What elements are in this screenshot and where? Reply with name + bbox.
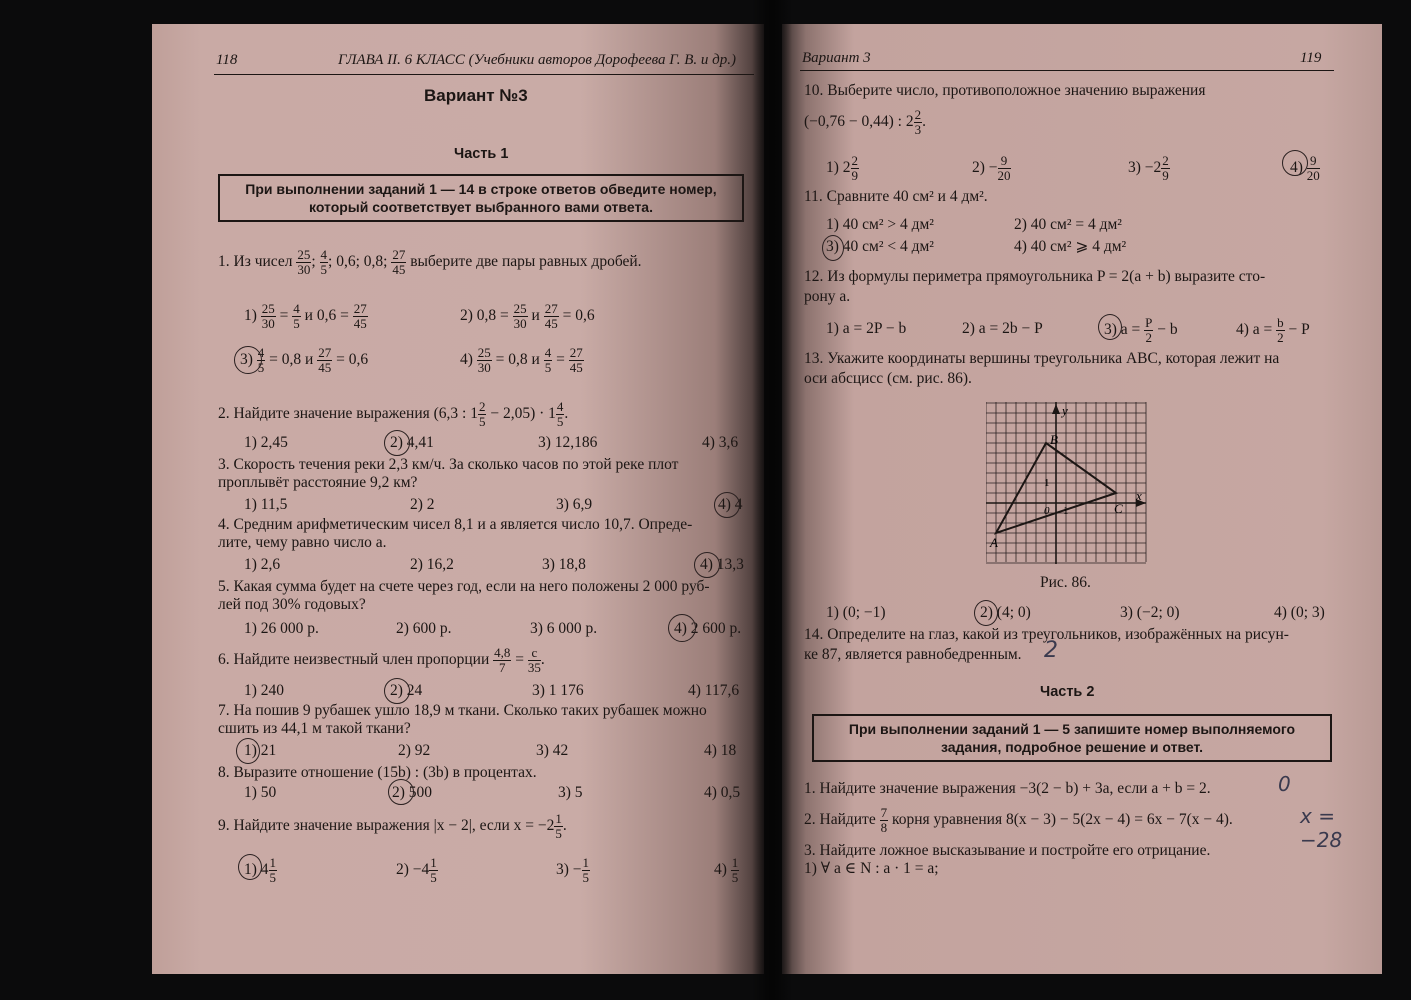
question-8: 8. Выразите отношение (15b) : (3b) в процентах. bbox=[218, 764, 537, 781]
answer-circle bbox=[694, 552, 720, 578]
answer-circle bbox=[236, 738, 260, 764]
q3-option-3: 3) 6,9 bbox=[556, 496, 593, 513]
handwritten-answer-p1: 0 bbox=[1278, 772, 1291, 796]
q11-option-1: 1) 40 см² > 4 дм² bbox=[826, 216, 934, 233]
label-c: C bbox=[1114, 501, 1123, 516]
q7-option-1: 1) 21 bbox=[244, 742, 277, 759]
q4-option-2: 2) 16,2 bbox=[410, 556, 454, 573]
q12-option-4: 4) a = $\frac{b}{2}$ − P bbox=[1236, 315, 1310, 345]
question-5-line2: лей под 30% годовых? bbox=[218, 596, 366, 613]
part2-task-3-item-1: 1) ∀ a ∈ N : a · 1 = a; bbox=[804, 860, 939, 877]
question-5-line1: 5. Какая сумма будет на счете через год, если на него положены 2 000 руб- bbox=[218, 578, 710, 595]
answer-circle bbox=[388, 779, 414, 805]
question-10-line1: 10. Выберите число, противоположное значению выражения bbox=[804, 82, 1206, 99]
q4-option-3: 3) 18,8 bbox=[542, 556, 586, 573]
y-axis-arrow bbox=[1052, 404, 1060, 414]
label-a: A bbox=[990, 535, 998, 550]
part2-task-1: 1. Найдите значение выражения −3(2 − b) + 3a, если a + b = 2. bbox=[804, 780, 1211, 797]
answer-circle bbox=[822, 235, 844, 261]
header-rule bbox=[800, 70, 1334, 71]
handwritten-answer-p2: x = −28 bbox=[1300, 804, 1343, 852]
question-6: 6. Найдите неизвестный член пропорции $\frac{4,8}{7}$ = $\frac{c}{35}$ . bbox=[218, 645, 545, 675]
question-14-line1: 14. Определите на глаз, какой из треугольников, изображённых на рисун- bbox=[804, 626, 1289, 643]
part2-title: Часть 2 bbox=[1040, 684, 1095, 700]
q8-option-4: 4) 0,5 bbox=[704, 784, 741, 801]
answer-circle bbox=[668, 614, 696, 642]
right-page bbox=[782, 24, 1382, 974]
q9-option-1: 1) 4 $\frac{1}{5}$ bbox=[244, 855, 277, 885]
q6-option-3: 3) 1 176 bbox=[532, 682, 584, 699]
answer-circle bbox=[974, 600, 998, 626]
fraction: $\frac{25}{30}$ bbox=[297, 247, 311, 277]
q4-option-1: 1) 2,6 bbox=[244, 556, 281, 573]
q5-option-4: 4) 2 600 р. bbox=[674, 620, 742, 637]
q13-option-1: 1) (0; −1) bbox=[826, 604, 886, 621]
q10-option-2: 2) − $\frac{9}{20}$ bbox=[972, 153, 1011, 183]
question-14-line2: ке 87, является равнобедренным. bbox=[804, 646, 1022, 663]
label-x: x bbox=[1136, 488, 1142, 503]
answer-circle bbox=[714, 492, 740, 518]
question-3-line1: 3. Скорость течения реки 2,3 км/ч. За сколько часов по этой реке плот bbox=[218, 456, 679, 473]
part2-task-2: 2. Найдите $\frac{7}{8}$ корня уравнения 8(x − 3) − 5(2x − 4) = 6x − 7(x − 4). bbox=[804, 805, 1233, 835]
question-3-line2: проплывёт расстояние 9,2 км? bbox=[218, 474, 418, 491]
answer-circle bbox=[234, 346, 262, 374]
running-header: ГЛАВА II. 6 КЛАСС (Учебники авторов Дорофеева Г. В. и др.) bbox=[338, 52, 736, 68]
question-12-line1: 12. Из формулы периметра прямоугольника P = 2(a + b) выразите сто- bbox=[804, 268, 1266, 285]
q3-option-1: 1) 11,5 bbox=[244, 496, 288, 513]
figure-caption: Рис. 86. bbox=[1040, 574, 1091, 591]
q3-option-4: 4) 4 bbox=[718, 496, 743, 513]
q13-option-2: 2) (4; 0) bbox=[980, 604, 1031, 621]
part-title: Часть 1 bbox=[454, 146, 509, 162]
q12-option-2: 2) a = 2b − P bbox=[962, 320, 1043, 337]
page-number: 119 bbox=[1300, 50, 1322, 66]
label-one-y: 1 bbox=[1044, 477, 1050, 489]
q5-option-3: 3) 6 000 р. bbox=[530, 620, 598, 637]
q2-option-2: 2) 4,41 bbox=[390, 434, 434, 451]
question-10-line2: (−0,76 − 0,44) : 2 $\frac{2}{3}$ . bbox=[804, 107, 926, 137]
coordinate-grid-figure bbox=[986, 402, 1148, 566]
q5-option-2: 2) 600 р. bbox=[396, 620, 452, 637]
q13-option-3: 3) (−2; 0) bbox=[1120, 604, 1180, 621]
q6-option-1: 1) 240 bbox=[244, 682, 285, 699]
label-b: B bbox=[1050, 432, 1058, 447]
q8-option-2: 2) 500 bbox=[392, 784, 433, 801]
q9-option-3: 3) − $\frac{1}{5}$ bbox=[556, 855, 590, 885]
answer-circle bbox=[238, 854, 262, 880]
q6-option-2: 2) 24 bbox=[390, 682, 423, 699]
label-zero: 0 bbox=[1044, 505, 1050, 517]
page-number: 118 bbox=[216, 52, 238, 68]
question-4-line1: 4. Средним арифметическим чисел 8,1 и a является число 10,7. Опреде- bbox=[218, 516, 693, 533]
q9-option-4: 4) $\frac{1}{5}$ bbox=[714, 855, 739, 885]
question-13-line2: оси абсцисс (см. рис. 86). bbox=[804, 370, 972, 387]
running-header: Вариант 3 bbox=[802, 50, 871, 66]
book-spine-shadow bbox=[752, 0, 792, 1000]
q5-option-1: 1) 26 000 р. bbox=[244, 620, 319, 637]
q11-option-2: 2) 40 см² = 4 дм² bbox=[1014, 216, 1122, 233]
q12-option-3: 3) a = $\frac{P}{2}$ − b bbox=[1104, 315, 1178, 345]
answer-circle bbox=[1098, 314, 1122, 340]
q1-option-3: 3) $\frac{4}{5}$ = 0,8 и $\frac{27}{45}$ = 0,6 bbox=[240, 345, 369, 375]
q6-option-4: 4) 117,6 bbox=[688, 682, 740, 699]
question-7-line1: 7. На пошив 9 рубашек ушло 18,9 м ткани. Сколько таких рубашек можно bbox=[218, 702, 707, 719]
fraction: $\frac{4}{5}$ bbox=[320, 247, 328, 277]
q3-option-2: 2) 2 bbox=[410, 496, 435, 513]
question-4-line2: лите, чему равно число a. bbox=[218, 534, 387, 551]
instruction-box-2: При выполнении заданий 1 — 5 запишите номер выполняемого задания, подробное решение и ответ. bbox=[812, 714, 1332, 762]
question-11: 11. Сравните 40 см² и 4 дм². bbox=[804, 188, 988, 205]
q2-option-3: 3) 12,186 bbox=[538, 434, 598, 451]
left-page bbox=[152, 24, 764, 974]
question-12-line2: рону a. bbox=[804, 288, 851, 305]
q11-option-3: 3) 40 см² < 4 дм² bbox=[826, 238, 934, 255]
question-2: 2. Найдите значение выражения (6,3 : 1 $\frac{2}{5}$ − 2,05) · 1 $\frac{4}{5}$ . bbox=[218, 399, 569, 429]
q11-option-4: 4) 40 см² ⩾ 4 дм² bbox=[1014, 238, 1127, 255]
q1-text: 1. Из чисел bbox=[218, 253, 293, 271]
q2-option-4: 4) 3,6 bbox=[702, 434, 739, 451]
q10-option-4: 4) $\frac{9}{20}$ bbox=[1290, 153, 1320, 183]
q10-option-3: 3) −2 $\frac{2}{9}$ bbox=[1128, 153, 1169, 183]
handwritten-answer-q14: 2 bbox=[1044, 638, 1058, 663]
question-1: 1. Из чисел $\frac{25}{30}$ ; $\frac{4}{5}$ ; 0,6; 0,8; $\frac{27}{45}$ выберите две пары равных дробей. bbox=[218, 247, 642, 277]
q13-option-4: 4) (0; 3) bbox=[1274, 604, 1325, 621]
q4-option-4: 4) 13,3 bbox=[700, 556, 744, 573]
question-13-line1: 13. Укажите координаты вершины треугольника ABC, которая лежит на bbox=[804, 350, 1280, 367]
instruction-box: При выполнении заданий 1 — 14 в строке ответов обведите номер, который соответствует выбранного вами ответа. bbox=[218, 174, 744, 222]
q1-option-2: 2) 0,8 = $\frac{25}{30}$ и $\frac{27}{45}$ = 0,6 bbox=[460, 301, 595, 331]
answer-circle bbox=[384, 430, 410, 456]
fraction: $\frac{27}{45}$ bbox=[392, 247, 406, 277]
question-7-line2: сшить из 44,1 м такой ткани? bbox=[218, 720, 411, 737]
q10-option-1: 1) 2 $\frac{2}{9}$ bbox=[826, 153, 859, 183]
q8-option-3: 3) 5 bbox=[558, 784, 583, 801]
q1-option-4: 4) $\frac{25}{30}$ = 0,8 и $\frac{4}{5}$ = $\frac{27}{45}$ bbox=[460, 345, 583, 375]
label-y: y bbox=[1062, 403, 1068, 418]
q12-option-1: 1) a = 2P − b bbox=[826, 320, 907, 337]
question-9: 9. Найдите значение выражения |x − 2|, если x = −2 $\frac{1}{5}$ . bbox=[218, 811, 567, 841]
label-one-x: 1 bbox=[1063, 505, 1069, 517]
q9-option-2: 2) −4 $\frac{1}{5}$ bbox=[396, 855, 437, 885]
q7-option-2: 2) 92 bbox=[398, 742, 431, 759]
variant-title: Вариант №3 bbox=[424, 86, 528, 105]
answer-circle bbox=[1282, 150, 1308, 176]
answer-circle bbox=[384, 678, 410, 704]
q2-option-1: 1) 2,45 bbox=[244, 434, 288, 451]
header-rule bbox=[214, 74, 754, 75]
q7-option-3: 3) 42 bbox=[536, 742, 569, 759]
q7-option-4: 4) 18 bbox=[704, 742, 737, 759]
q1-option-1: 1) $\frac{25}{30}$ = $\frac{4}{5}$ и 0,6 = $\frac{27}{45}$ bbox=[244, 301, 367, 331]
q8-option-1: 1) 50 bbox=[244, 784, 277, 801]
part2-task-3: 3. Найдите ложное высказывание и постройте его отрицание. bbox=[804, 842, 1211, 859]
